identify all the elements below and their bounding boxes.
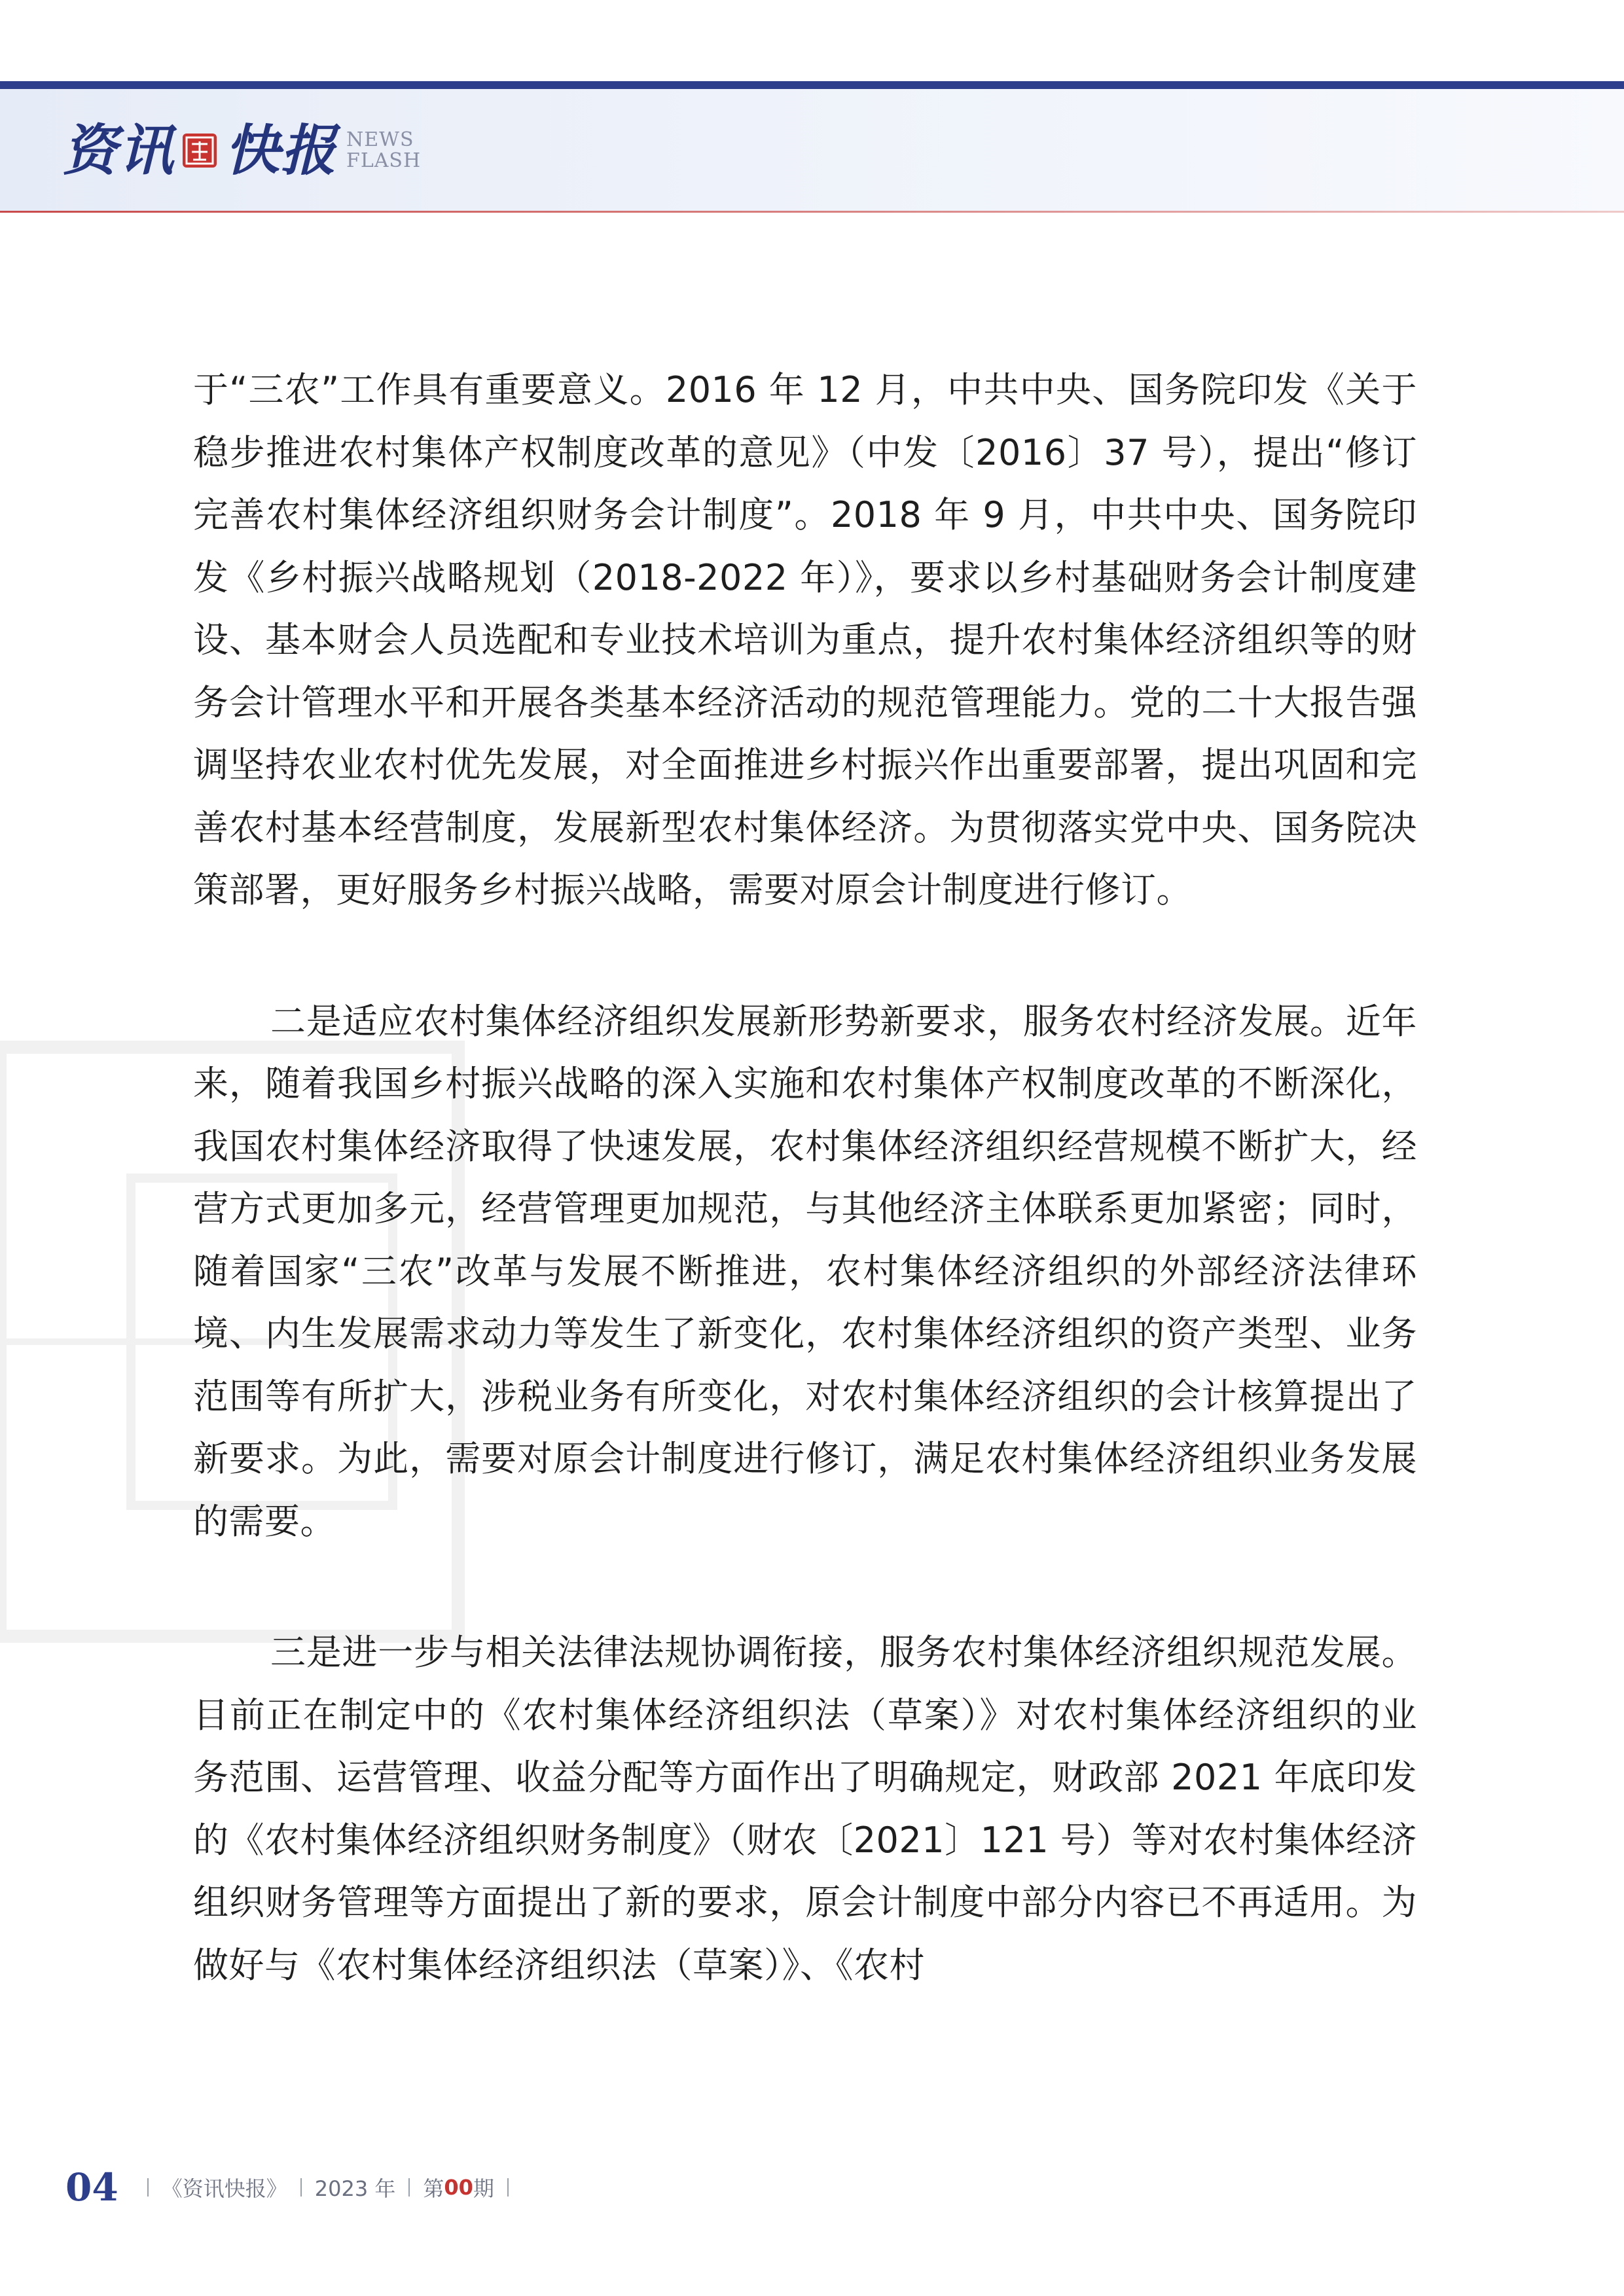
masthead-english-line2: FLASH xyxy=(346,149,422,172)
article-body xyxy=(193,359,1417,1996)
page-footer xyxy=(65,2161,522,2214)
seal-icon xyxy=(183,134,217,168)
masthead-title-part1: 资讯 xyxy=(62,118,175,183)
paragraph-point-three: 三是进一步与相关法律法规协调衔接，服务农村集体经济组织规范发展。目前正在制定中的《农村集体经济组织法（草案）》对农村集体经济组织的业务范围、运营管理、收益分配等方面作出了明确规定，财政部 2021 年底印发的《农村集体经济组织财务制度》（财农〔2021〕121 号）等对农村集体经济组织财务管理等方面提出了新的要求，原会计制度中部分内容已不再适用。为做好与《农村集体经济组织法（草案）》、《农村 xyxy=(193,1632,1417,1986)
paragraph-point-two: 二是适应农村集体经济组织发展新形势新要求，服务农村经济发展。近年来，随着我国乡村振兴战略的深入实施和农村集体产权制度改革的不断深化，我国农村集体经济取得了快速发展，农村集体经济组织经营规模不断扩大，经营方式更加多元，经营管理更加规范，与其他经济主体联系更加紧密；同时，随着国家“三农”改革与发展不断推进，农村集体经济组织的外部经济法律环境、内生发展需求动力等发生了新变化，农村集体经济组织的资产类型、业务范围等有所扩大，涉税业务有所变化，对农村集体经济组织的会计核算提出了新要求。为此，需要对原会计制度进行修订，满足农村集体经济组织业务发展的需要。 xyxy=(193,1000,1417,1542)
publication-name: 《资讯快报》 xyxy=(161,2176,287,2201)
masthead-logo xyxy=(62,118,421,183)
footer-separator xyxy=(147,2178,149,2197)
page-number: 04 xyxy=(65,2165,118,2210)
footer-separator xyxy=(300,2178,302,2197)
issue-number: 00 xyxy=(444,2175,473,2200)
masthead-english-line1: NEWS xyxy=(346,128,414,151)
footer-separator xyxy=(408,2178,410,2197)
footer-separator xyxy=(507,2178,509,2197)
masthead-title-part2: 快报 xyxy=(225,118,338,183)
header-top-bar xyxy=(0,81,1624,89)
masthead-english xyxy=(346,130,421,171)
paragraph-continued: 于“三农”工作具有重要意义。2016 年 12 月，中共中央、国务院印发《关于稳步推进农村集体产权制度改革的意见》（中发〔2016〕37 号），提出“修订完善农村集体经济组织财务会计制度”。2018 年 9 月，中共中央、国务院印发《乡村振兴战略规划（2018-2022 年）》，要求以乡村基础财务会计制度建设、基本财会人员选配和专业技术培训为重点，提升农村集体经济组织等的财务会计管理水平和开展各类基本经济活动的规范管理能力。党的二十大报告强调坚持农业农村优先发展，对全面推进乡村振兴作出重要部署，提出巩固和完善农村基本经营制度，发展新型农村集体经济。为贯彻落实党中央、国务院决策部署，更好服务乡村振兴战略，需要对原会计制度进行修订。 xyxy=(193,369,1417,910)
issue-prefix: 第 xyxy=(423,2176,444,2201)
header-divider xyxy=(0,211,1624,213)
issue-suffix: 期 xyxy=(473,2176,494,2201)
publication-year: 2023 年 xyxy=(314,2176,396,2201)
